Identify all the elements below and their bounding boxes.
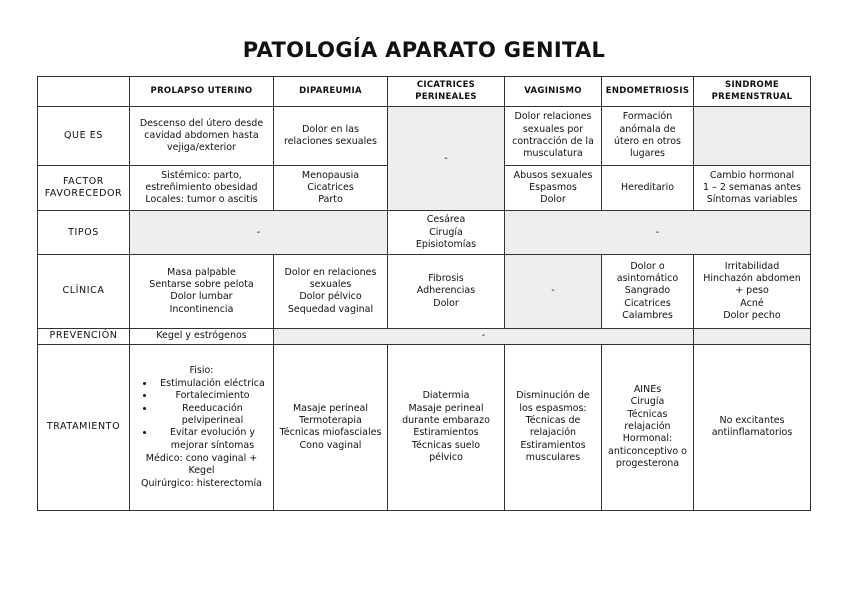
text-line: Dolor — [433, 297, 459, 309]
text-line: pélvico — [429, 451, 463, 463]
text-line: Técnicas miofasciales — [279, 427, 382, 439]
cell-factor-sindrome — [694, 166, 811, 211]
text-line: Irritabilidad — [724, 260, 780, 272]
header-empty — [38, 77, 130, 107]
text-line: Masaje perineal — [408, 402, 484, 414]
text-line: Menopausia — [301, 169, 360, 181]
text-line: Hormonal: — [622, 433, 673, 445]
row-label-tratamiento: TRATAMIENTO — [38, 344, 130, 510]
text-line: Cono vaginal — [299, 439, 362, 451]
list-item: • Fortalecimiento — [155, 390, 270, 402]
text-line: Estiramientos — [413, 427, 479, 439]
row-label-tipos: TIPOS — [38, 211, 130, 255]
cell-clinica-prolapso — [130, 255, 274, 328]
text-line: Dolor o — [630, 260, 665, 272]
text-line: AINEs — [633, 384, 662, 396]
cell-tratamiento-vaginismo — [505, 344, 602, 510]
text-line: Calambres — [622, 309, 673, 321]
text-line: Cicatrices — [624, 297, 671, 309]
text-line: Abusos sexuales — [513, 169, 593, 181]
cell-cicatrices-empty: - — [388, 107, 505, 211]
row-tratamiento — [38, 344, 811, 510]
cell-tratamiento-endometriosis — [602, 344, 694, 510]
text-line: No excitantes — [719, 414, 785, 426]
header-row — [38, 77, 811, 107]
text-line: Dolor en las — [302, 123, 359, 135]
text-line: vejiga/exterior — [167, 142, 236, 154]
text-line: Dolor lumbar — [170, 291, 233, 303]
cell-clinica-dispareumia — [274, 255, 388, 328]
text-line: musculatura — [523, 148, 583, 160]
text-line: anticonceptivo o — [608, 445, 687, 457]
text-line: FACTOR — [62, 175, 105, 187]
cell-que-es-endometriosis — [602, 107, 694, 166]
cell-prevencion-sindrome — [694, 328, 811, 344]
row-prevencion — [38, 328, 811, 344]
text-line: Quirúrgico: histerectomía — [141, 477, 262, 489]
text-line: útero en otros — [613, 136, 681, 148]
cell-factor-prolapso — [130, 166, 274, 211]
page-title: PATOLOGÍA APARATO GENITAL — [242, 38, 606, 62]
text-line: anómala de — [619, 123, 676, 135]
header-dispareumia: DIPAREUMIA — [274, 77, 388, 107]
row-label-prevencion: PREVENCIÓN — [38, 328, 130, 344]
text-line: los espasmos: — [519, 402, 587, 414]
cell-factor-dispareumia — [274, 166, 388, 211]
text-line: Hinchazón abdomen — [703, 272, 801, 284]
text-line: durante embarazo — [402, 414, 490, 426]
row-label-que-es: QUE ES — [38, 107, 130, 166]
text-line: Sentarse sobre pelota — [149, 279, 254, 291]
text-line: Dolor pélvico — [299, 291, 362, 303]
text-line: Fibrosis — [428, 272, 464, 284]
list-item: • Evitar evolución y mejorar síntomas — [155, 427, 270, 452]
text-line: estreñimiento obesidad — [145, 182, 258, 194]
text-line: Técnicas suelo — [411, 439, 481, 451]
text-line: Locales: tumor o ascitis — [145, 194, 258, 206]
text-line: Parto — [318, 194, 343, 206]
text-line: relaciones sexuales — [283, 136, 378, 148]
text-line: + peso — [735, 285, 769, 297]
text-line: antiinflamatorios — [711, 427, 793, 439]
text-line: Descenso del útero desde — [139, 117, 264, 129]
row-label-factor — [38, 166, 130, 211]
text-line: Técnicas — [627, 408, 668, 420]
cell-que-es-prolapso — [130, 107, 274, 166]
fisio-bullet-list — [133, 378, 270, 452]
text-line: Masa palpable — [167, 266, 236, 278]
header-vaginismo: VAGINISMO — [505, 77, 602, 107]
text-line: Dolor relaciones — [514, 111, 592, 123]
text-line: Dolor pecho — [723, 309, 781, 321]
text-line: Cambio hormonal — [709, 169, 795, 181]
text-line: Sistémico: parto, — [161, 169, 242, 181]
cell-que-es-vaginismo — [505, 107, 602, 166]
text-line: Episiotomías — [415, 239, 477, 250]
text-line: Médico: cono vaginal + Kegel — [145, 452, 258, 477]
list-item: • Estimulación eléctrica — [155, 378, 270, 390]
row-tipos — [38, 211, 811, 255]
text-line: lugares — [629, 148, 665, 160]
row-clinica — [38, 255, 811, 328]
text-line: asintomático — [616, 272, 679, 284]
text-line: Formación — [622, 111, 673, 123]
text-line: Estiramientos — [520, 439, 586, 451]
text-line: Técnicas de — [525, 414, 581, 426]
text-line: Cesárea — [426, 214, 466, 226]
cell-factor-endometriosis: Hereditario — [602, 166, 694, 211]
cell-clinica-cicatrices — [388, 255, 505, 328]
cell-tratamiento-sindrome — [694, 344, 811, 510]
header-cicatrices: CICATRICES PERINEALES — [388, 77, 505, 107]
text-line: Adherencias — [416, 285, 476, 297]
text-line: Diatermia — [422, 390, 470, 402]
row-que-es — [38, 107, 811, 166]
text-line: sexuales por — [522, 123, 584, 135]
text-line: cavidad abdomen hasta — [144, 129, 259, 141]
text-line: relajación — [529, 427, 577, 439]
text-line: relajación — [624, 421, 671, 433]
cell-tratamiento-dispareumia — [274, 344, 388, 510]
cell-clinica-sindrome — [694, 255, 811, 328]
text-line: Incontinencia — [169, 303, 234, 315]
text-line: musculares — [525, 451, 581, 463]
header-endometriosis: ENDOMETRIOSIS — [602, 77, 694, 107]
text-line: Sequedad vaginal — [287, 303, 374, 315]
cell-clinica-vaginismo: - — [505, 255, 602, 328]
cell-que-es-dispareumia — [274, 107, 388, 166]
text-line: Síntomas variables — [706, 194, 798, 206]
text-line: Cicatrices — [307, 182, 354, 194]
text-line: progesterona — [615, 458, 680, 470]
text-line: Cirugía — [630, 396, 665, 408]
cell-que-es-sindrome — [694, 107, 811, 166]
pathology-table — [37, 76, 811, 511]
text-line: Cirugía — [429, 226, 463, 238]
cell-clinica-endometriosis — [602, 255, 694, 328]
text-line: FAVORECEDOR — [44, 188, 123, 200]
cell-tipos-right: - — [505, 211, 811, 255]
cell-prevencion-prolapso: Kegel y estrógenos — [130, 328, 274, 344]
text-line: Dolor — [540, 194, 566, 206]
header-prolapso: PROLAPSO UTERINO — [130, 77, 274, 107]
cell-tipos-cicatrices — [388, 211, 505, 255]
text-line: Fisio: — [189, 364, 214, 376]
cell-prevencion-rest: - — [274, 328, 694, 344]
text-line: contracción de la — [512, 136, 594, 148]
text-line: Disminución de — [516, 390, 590, 402]
cell-factor-vaginismo — [505, 166, 602, 211]
header-sindrome: SINDROME PREMENSTRUAL — [694, 77, 811, 107]
list-item: • Reeducación pelviperineal — [155, 403, 270, 428]
cell-tratamiento-prolapso — [130, 344, 274, 510]
row-label-clinica: CLÍNICA — [38, 255, 130, 328]
cell-tratamiento-cicatrices — [388, 344, 505, 510]
text-line: Dolor en relaciones — [284, 266, 377, 278]
cell-tipos-left: - — [130, 211, 388, 255]
text-line: Termoterapia — [299, 414, 362, 426]
text-line: Masaje perineal — [292, 402, 369, 414]
text-line: Espasmos — [529, 182, 577, 194]
text-line: Sangrado — [624, 285, 671, 297]
text-line: 1 – 2 semanas antes — [703, 182, 801, 194]
text-line: sexuales — [309, 279, 352, 291]
text-line: Acné — [740, 297, 764, 309]
